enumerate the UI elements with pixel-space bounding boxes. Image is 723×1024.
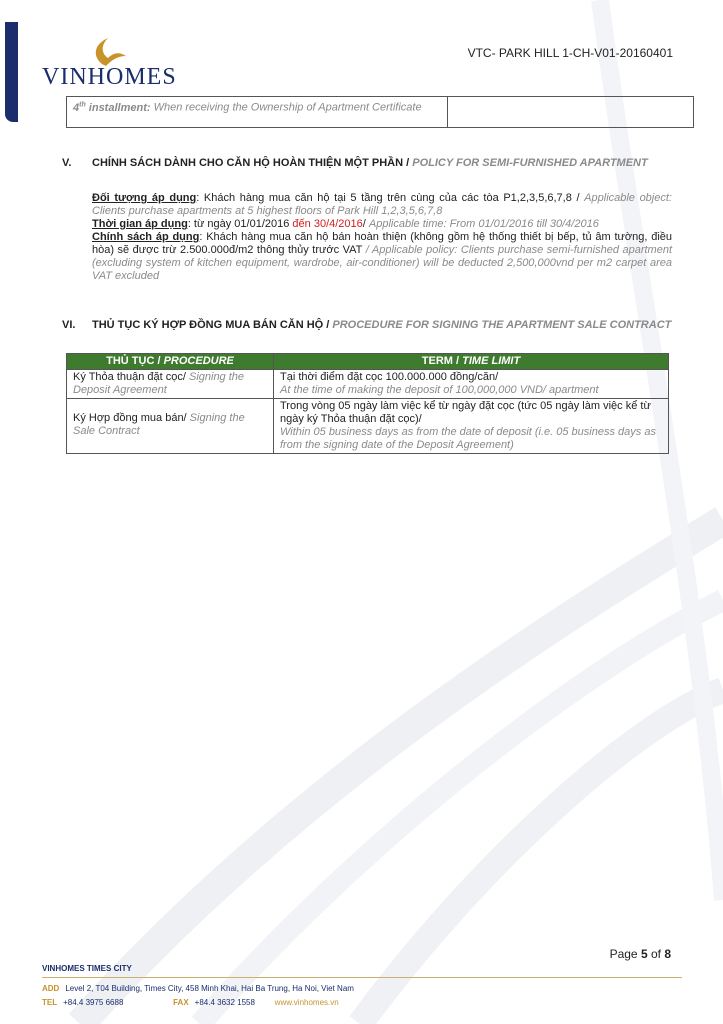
time-text-vn: : từ ngày 01/01/2016 [187,218,293,230]
brand-name: VINHOMES [42,64,177,90]
footer-contact [42,998,339,1007]
policy-paragraph [92,231,672,283]
procedure-cell: Ký Thỏa thuận đặt cọc/ Signing the Deposit Agreement [67,370,274,399]
section-title-en: POLICY FOR SEMI-FURNISHED APARTMENT [409,157,648,169]
procedure-table [66,353,669,454]
table-row [67,97,694,128]
address-label: ADD [42,984,60,993]
table-header-row [67,354,669,370]
term-cell: Tại thời điểm đặt cọc 100.000.000 đồng/căn/ At the time of making the deposit of 100,000,000 VND/ apartment [274,370,669,399]
document-code: VTC- PARK HILL 1-CH-V01-20160401 [467,46,673,60]
installment-number: 4 [73,101,80,114]
time-separator: / [362,218,369,230]
fax-number: +84.4 3632 1558 [194,998,255,1007]
fax-label: FAX [173,998,189,1007]
policy-label: Chính sách áp dụng [92,231,200,243]
installment-suffix: th [79,101,86,108]
procedure-cell: Ký Hợp đồng mua bán/ Signing the Sale Contract [67,399,274,454]
time-end-date: đến 30/4/2016 [292,218,363,230]
left-accent-bar [5,22,18,122]
table-row [67,370,669,399]
empty-cell [448,97,694,128]
installment-label: installment: [85,101,151,114]
column-header-term: TERM / TIME LIMIT [274,354,669,370]
term-cell: Trong vòng 05 ngày làm việc kể từ ngày đặt cọc (tức 05 ngày làm việc kể từ ngày ký Thỏa thuận đặt cọc)/ Within 05 business days as from the date of deposit (i.e. 05 business days as from the signing date of the Deposit Agreement) [274,399,669,454]
object-text-en: Applicable object: Clients purchase apartments at 5 highest floors of Park Hill 1,2,3,5,6,7,8 [92,192,672,217]
object-label: Đối tượng áp dụng [92,192,197,204]
section-title-vn: CHÍNH SÁCH DÀNH CHO CĂN HỘ HOÀN THIỆN MỘT PHẦN / [92,157,410,169]
section-number: VI. [62,319,76,331]
footer-divider [42,977,682,978]
time-label: Thời gian áp dụng [92,218,188,230]
object-text-vn: : Khách hàng mua căn hộ tại 5 tầng trên cùng của các tòa P1,2,3,5,6,7,8 / [196,192,585,204]
object-paragraph [92,192,672,218]
section-title-en: PROCEDURE FOR SIGNING THE APARTMENT SALE CONTRACT [329,319,672,331]
column-header-procedure: THỦ TỤC / PROCEDURE [67,354,274,370]
tel-number: +84.4 3975 6688 [63,998,124,1007]
address-text: Level 2, T04 Building, Times City, 458 Minh Khai, Hai Ba Trung, Ha Noi, Viet Nam [65,984,354,993]
footer-company: VINHOMES TIMES CITY [42,964,132,973]
table-row [67,399,669,454]
installment-text: When receiving the Ownership of Apartment Certificate [150,101,422,114]
footer-address [42,984,354,993]
time-text-en: Applicable time: From 01/01/2016 till 30/4/2016 [368,218,599,230]
policy-text-en: / Applicable policy: Clients purchase semi-furnished apartment (excluding system of kitchen equipment, wardrobe, air-conditioner) will be deducted 2,500,000vnd per m2 carpet area VAT excluded [92,244,672,282]
time-paragraph [92,218,672,231]
page-number: Page 5 of 8 [609,947,671,961]
tel-label: TEL [42,998,58,1007]
website-link[interactable]: www.vinhomes.vn [274,998,339,1007]
installment-table [66,96,694,128]
section-number: V. [62,157,72,169]
section-v-body [92,192,672,283]
policy-text-vn: : Khách hàng mua căn hộ bán hoàn thiện (không gồm hệ thống thiết bị bếp, tủ âm tường, điều hòa) sẽ được trừ 2.500.000đ/m2 thông thủy trước VAT [92,231,672,256]
section-title-vn: THỦ TỤC KÝ HỢP ĐỒNG MUA BÁN CĂN HỘ / [92,319,330,331]
installment-cell [67,97,448,128]
